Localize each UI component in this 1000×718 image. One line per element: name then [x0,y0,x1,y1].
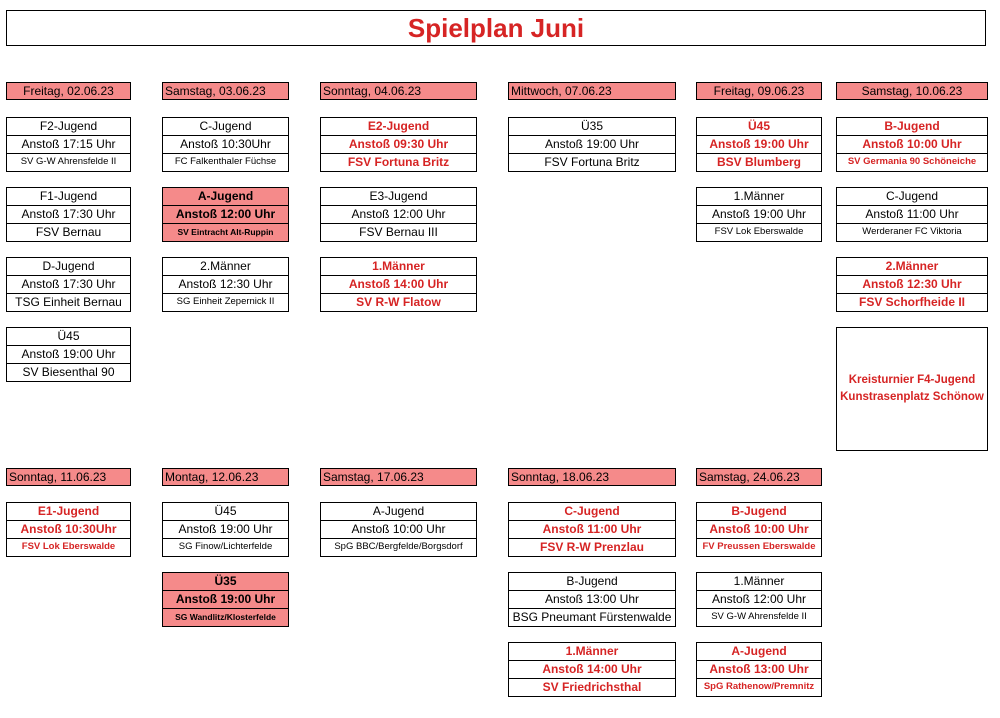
match-card [696,642,822,697]
match-opponent: SG Wandlitz/Klosterfelde [163,608,288,626]
match-team: Ü45 [57,329,80,343]
date-header: Mittwoch, 07.06.23 [508,82,676,100]
match-card [836,117,988,172]
tournament-note [836,327,988,451]
match-opponent: SV Eintracht Alt-Ruppin [163,223,288,241]
tournament-title: Kreisturnier F4-Jugend [848,374,976,386]
match-kickoff: Anstoß 13:00 Uhr [509,590,675,608]
match-team: Ü45 [214,504,237,518]
match-team: 2.Männer [200,259,251,273]
match-opponent: SV Germania 90 Schöneiche [837,153,987,171]
match-card [320,502,477,557]
match-kickoff: Anstoß 11:00 Uhr [837,205,987,223]
match-card [508,117,676,172]
match-kickoff: Anstoß 10:00 Uhr [837,135,987,153]
match-card [696,502,822,557]
match-team: C-Jugend [885,189,939,203]
match-team: D-Jugend [42,259,95,273]
match-team: Ü35 [580,119,603,133]
match-team: 1.Männer [733,574,785,588]
match-kickoff: Anstoß 10:00 Uhr [321,520,476,538]
match-team: F1-Jugend [39,189,98,203]
match-kickoff: Anstoß 19:00 Uhr [509,135,675,153]
match-team: F2-Jugend [39,119,98,133]
match-opponent: SV Biesenthal 90 [7,363,130,381]
match-card [6,117,131,172]
match-opponent: Werderaner FC Viktoria [837,223,987,241]
match-kickoff: Anstoß 19:00 Uhr [697,135,821,153]
match-team: C-Jugend [564,504,620,518]
match-kickoff: Anstoß 14:00 Uhr [509,660,675,678]
match-kickoff: Anstoß 13:00 Uhr [697,660,821,678]
match-team: B-Jugend [884,119,940,133]
match-opponent: FSV Bernau [7,223,130,241]
match-card [320,117,477,172]
match-kickoff: Anstoß 19:00 Uhr [163,520,288,538]
match-kickoff: Anstoß 12:00 Uhr [163,205,288,223]
match-kickoff: Anstoß 14:00 Uhr [321,275,476,293]
match-opponent: SG Einheit Zepernick II [163,293,288,311]
match-kickoff: Anstoß 12:30 Uhr [837,275,987,293]
match-opponent: TSG Einheit Bernau [7,293,130,311]
match-card [508,502,676,557]
match-card [320,257,477,312]
match-team: A-Jugend [163,188,288,205]
match-card [696,572,822,627]
match-kickoff: Anstoß 19:00 Uhr [163,590,288,608]
match-card [6,327,131,382]
date-header: Samstag, 03.06.23 [162,82,289,100]
match-opponent: FV Preussen Eberswalde [697,538,821,556]
date-header: Sonntag, 04.06.23 [320,82,477,100]
page-title: Spielplan Juni [6,10,986,46]
match-team: E2-Jugend [367,119,430,133]
match-team: 1.Männer [565,644,619,658]
match-team: Ü35 [163,573,288,590]
match-team: E3-Jugend [369,189,428,203]
match-kickoff: Anstoß 19:00 Uhr [7,345,130,363]
match-kickoff: Anstoß 10:30Uhr [163,135,288,153]
match-team: 2.Männer [885,259,939,273]
match-opponent: SV G-W Ahrensfelde II [7,153,130,171]
match-kickoff: Anstoß 17:30 Uhr [7,205,130,223]
match-opponent: SG Finow/Lichterfelde [163,538,288,556]
match-team: C-Jugend [199,119,252,133]
match-opponent: FSV Fortuna Britz [321,153,476,171]
match-card [320,187,477,242]
match-kickoff: Anstoß 17:30 Uhr [7,275,130,293]
match-opponent: FSV Lok Eberswalde [7,538,130,556]
match-opponent: FSV Fortuna Britz [509,153,675,171]
date-header: Montag, 12.06.23 [162,468,289,486]
match-team: A-Jugend [731,644,787,658]
match-opponent: SpG BBC/Bergfelde/Borgsdorf [321,538,476,556]
match-card [836,187,988,242]
match-kickoff: Anstoß 12:30 Uhr [163,275,288,293]
tournament-venue: Kunstrasenplatz Schönow [840,391,984,403]
match-opponent: FSV Bernau III [321,223,476,241]
match-team: E1-Jugend [37,504,100,518]
match-card [162,257,289,312]
date-header: Freitag, 02.06.23 [6,82,131,100]
match-opponent: FSV R-W Prenzlau [509,538,675,556]
match-card [508,642,676,697]
match-kickoff: Anstoß 17:15 Uhr [7,135,130,153]
match-kickoff: Anstoß 12:00 Uhr [321,205,476,223]
match-kickoff: Anstoß 19:00 Uhr [697,205,821,223]
match-opponent: BSV Blumberg [697,153,821,171]
match-card [6,187,131,242]
match-opponent: SV R-W Flatow [321,293,476,311]
match-card [162,187,289,242]
match-team: A-Jugend [372,504,425,518]
match-card [508,572,676,627]
match-kickoff: Anstoß 10:30Uhr [7,520,130,538]
match-kickoff: Anstoß 11:00 Uhr [509,520,675,538]
match-kickoff: Anstoß 10:00 Uhr [697,520,821,538]
match-kickoff: Anstoß 12:00 Uhr [697,590,821,608]
match-card [696,117,822,172]
match-team: 1.Männer [733,189,785,203]
match-team: Ü45 [747,119,770,133]
match-opponent: BSG Pneumant Fürstenwalde [509,608,675,626]
match-card [162,502,289,557]
date-header: Sonntag, 18.06.23 [508,468,676,486]
match-opponent: FSV Lok Eberswalde [697,223,821,241]
match-card [6,257,131,312]
match-opponent: SV Friedrichsthal [509,678,675,696]
match-opponent: SV G-W Ahrensfelde II [697,608,821,626]
match-opponent: FC Falkenthaler Füchse [163,153,288,171]
date-header: Samstag, 24.06.23 [696,468,822,486]
match-opponent: SpG Rathenow/Premnitz [697,678,821,696]
match-card [836,257,988,312]
match-card [6,502,131,557]
match-team: B-Jugend [566,574,618,588]
date-header: Samstag, 17.06.23 [320,468,477,486]
match-kickoff: Anstoß 09:30 Uhr [321,135,476,153]
match-team: 1.Männer [372,259,425,273]
match-team: B-Jugend [731,504,787,518]
date-header: Samstag, 10.06.23 [836,82,988,100]
date-header: Freitag, 09.06.23 [696,82,822,100]
date-header: Sonntag, 11.06.23 [6,468,131,486]
match-opponent: FSV Schorfheide II [837,293,987,311]
match-card [696,187,822,242]
match-card [162,117,289,172]
match-card [162,572,289,627]
